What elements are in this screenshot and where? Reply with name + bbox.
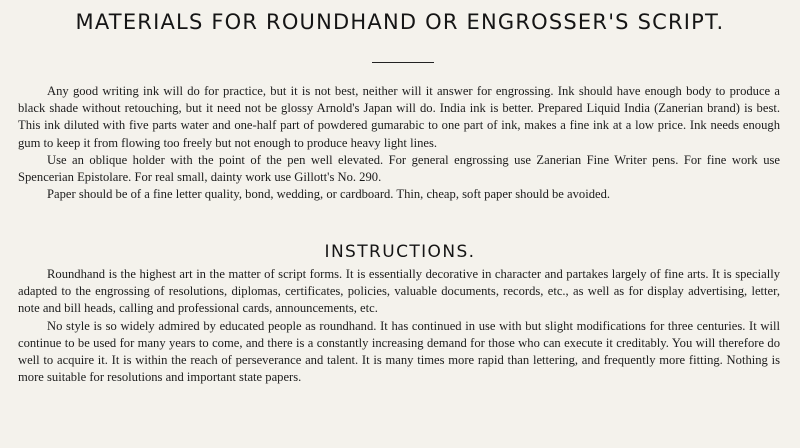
paragraph-roundhand-admired: No style is so widely admired by educated people as roundhand. It has continued in use with but slight modifications for three centuries. It will continue to be used for many years to come, and there is a constantly increasing demand for those who can execute it creditably. You will therefore do well to acquire it. It is within the reach of perseverance and talent. It is many times more rapid than lettering, and frequently more fitting. Nothing is more suitable for resolutions and important state papers. bbox=[18, 318, 780, 385]
page-title: MATERIALS FOR ROUNDHAND OR ENGROSSER'S SCRIPT. bbox=[75, 10, 725, 34]
title-divider bbox=[372, 62, 434, 63]
materials-section bbox=[18, 83, 780, 203]
paragraph-paper: Paper should be of a fine letter quality, bond, wedding, or cardboard. Thin, cheap, soft paper should be avoided. bbox=[47, 187, 611, 202]
instructions-section bbox=[18, 266, 780, 386]
paragraph-roundhand-art: Roundhand is the highest art in the matter of script forms. It is essentially decorative in character and partakes largely of fine arts. It is specially adapted to the engrossing of resolutions, diplomas, certificates, policies, valuable documents, records, etc., as well as for display advertising, letter, note and bill heads, calling and professional cards, announcements, etc. bbox=[18, 267, 780, 316]
paragraph-ink: Any good writing ink will do for practice, but it is not best, neither will it answer for engrossing. Ink should have enough body to produce a black shade without retouching, but it need not be glossy Arnold's Japan will do. India ink is better. Prepared Liquid India (Zanerian brand) is best. This ink diluted with five parts water and one-half part of powdered gumarabic to one part of ink, makes a fine ink at a low price. Ink needs enough gum to keep it from flowing too freely but not enough to produce heavy light lines. bbox=[18, 84, 780, 150]
paragraph-pens: Use an oblique holder with the point of the pen well elevated. For general engrossing use Zanerian Fine Writer pens. For fine work use Spencerian Epistolare. For real small, dainty work use Gillott's No. 290. bbox=[18, 152, 780, 185]
instructions-heading: INSTRUCTIONS. bbox=[324, 242, 476, 262]
